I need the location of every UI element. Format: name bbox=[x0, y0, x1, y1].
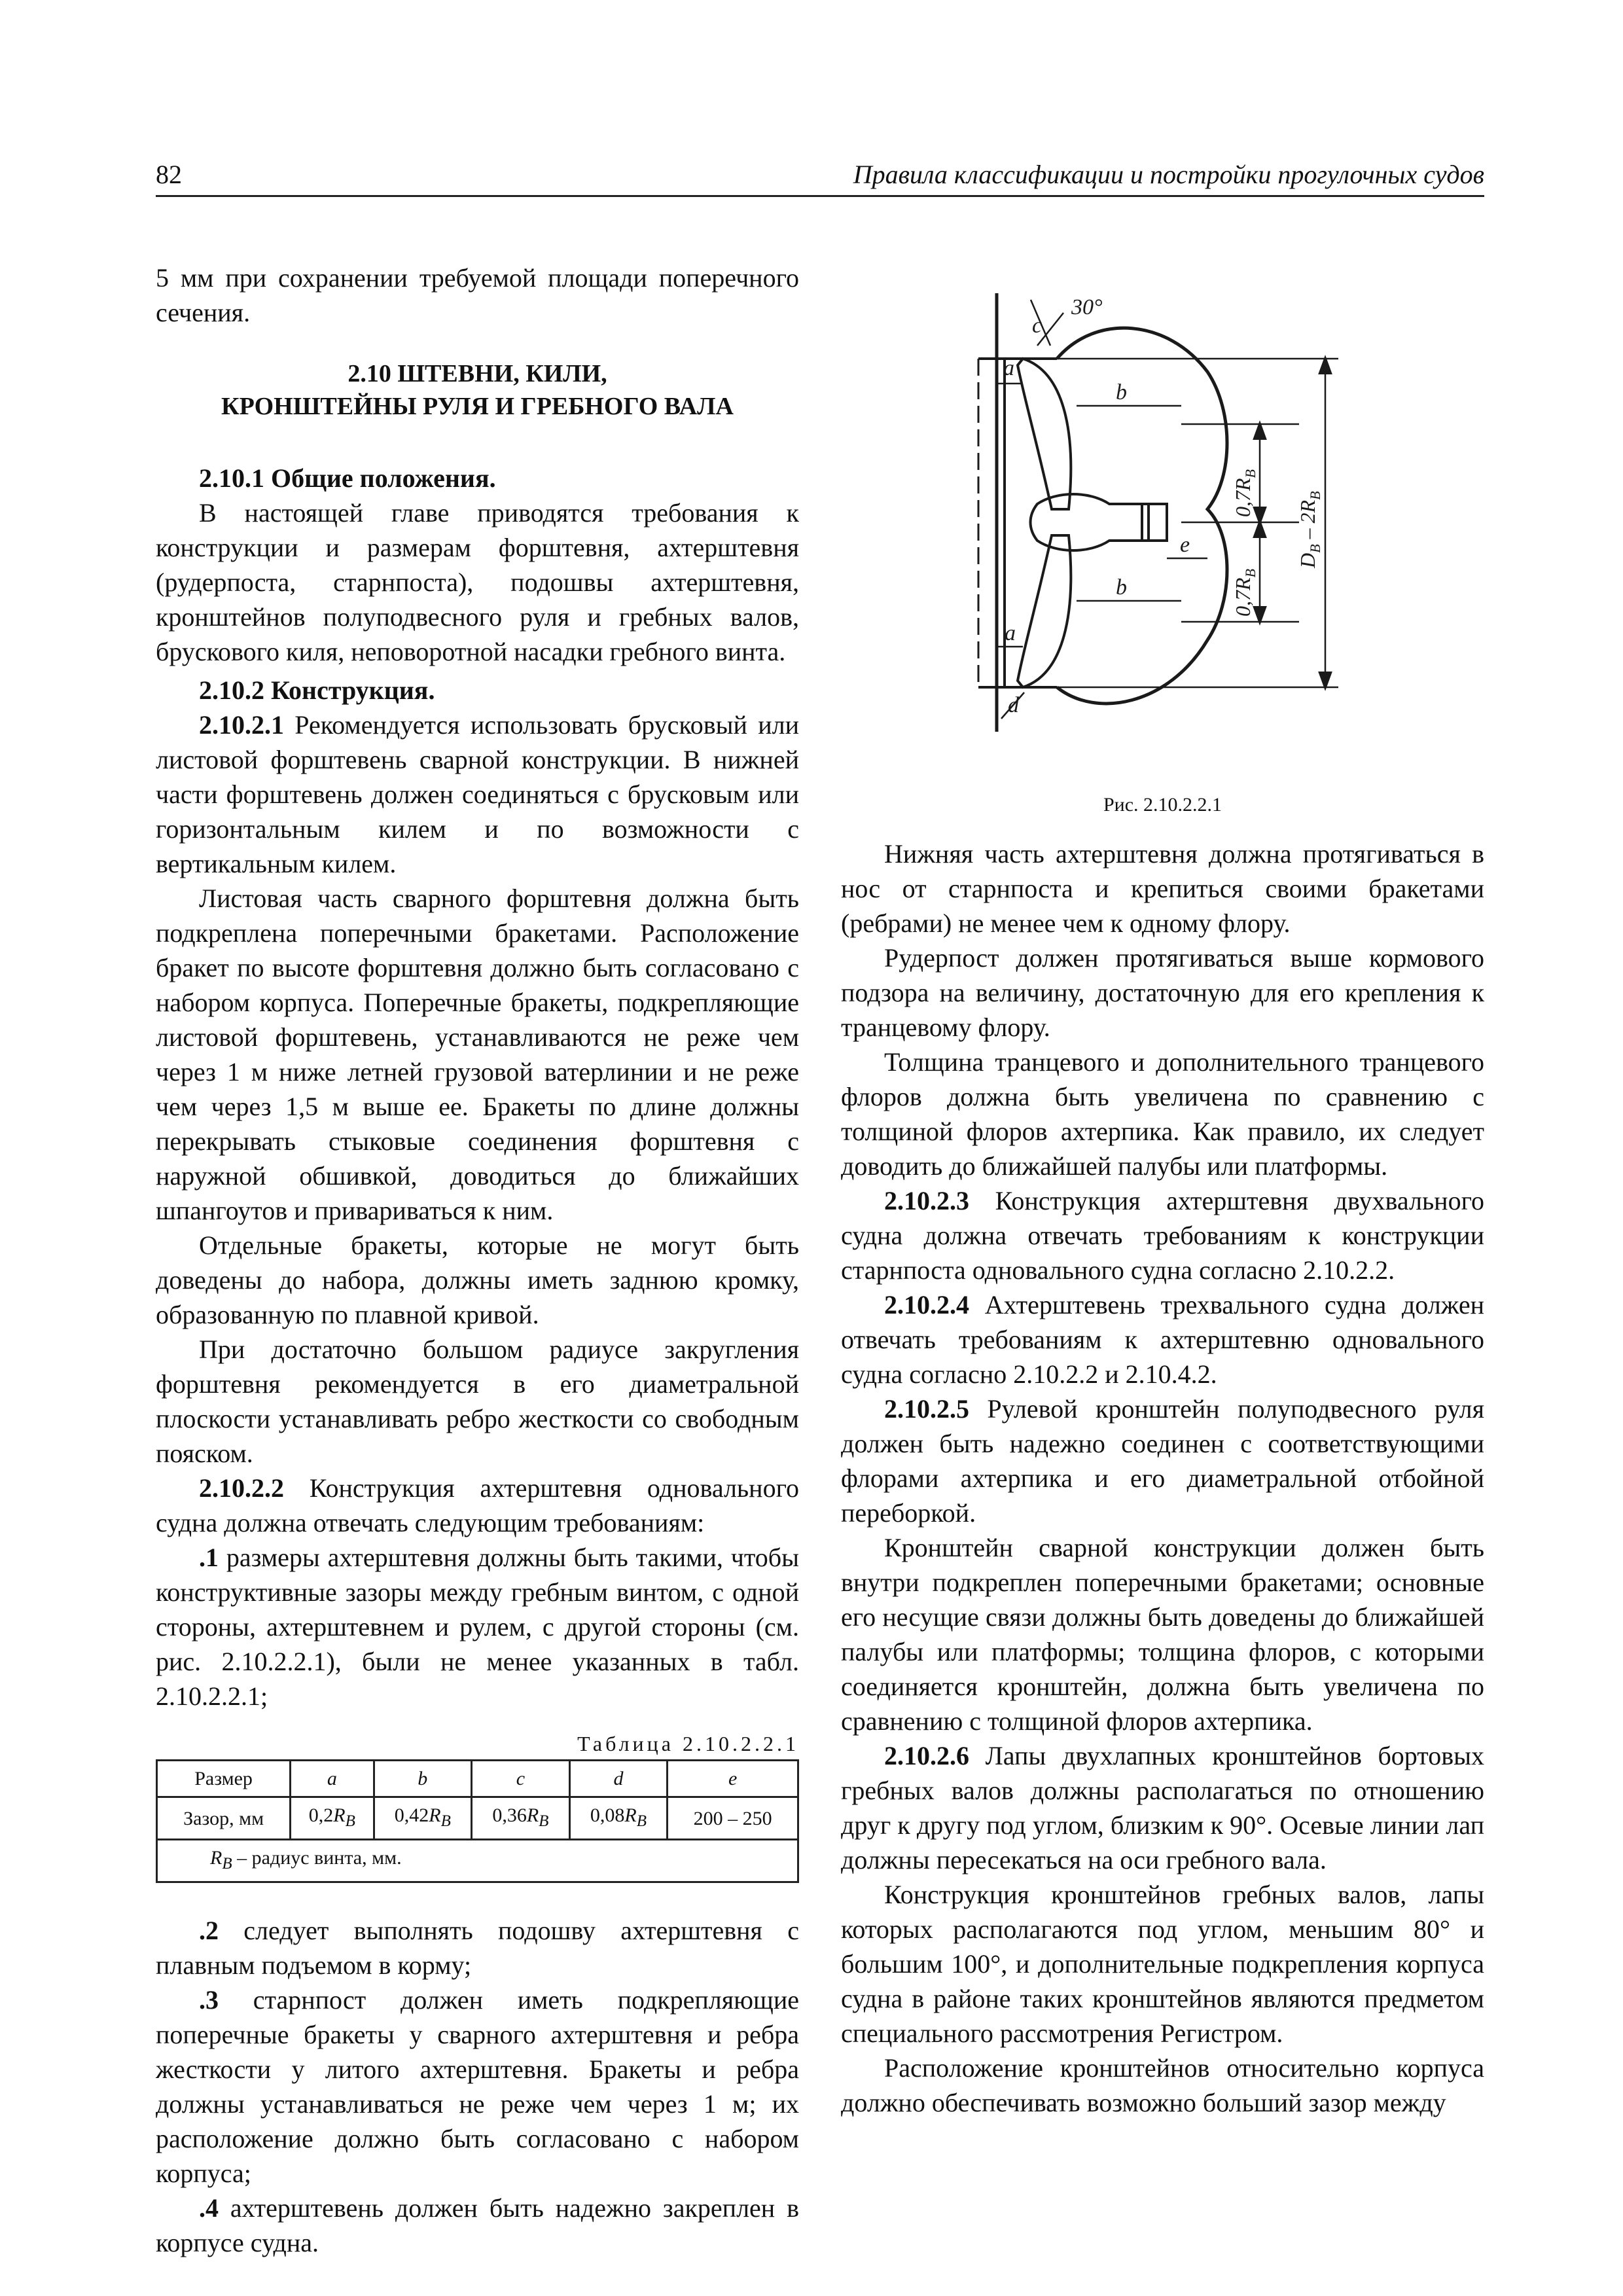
clause-number: 2.10.2.5 bbox=[884, 1394, 969, 1424]
arrow-head bbox=[1320, 673, 1330, 687]
paragraph: Кронштейн сварной конструкции должен быть внутри подкреплен поперечными бракетами; основные его несущие связи должны быть доведены до ближайшей палубы или платформы; толщина флоров, с которыми соединяется кронштейн, должна быть увеличена по сравнению с толщиной флоров ахтерпика. bbox=[841, 1533, 1484, 1736]
propeller-blade-lower bbox=[1018, 535, 1071, 687]
propeller-hub bbox=[1031, 494, 1149, 550]
svg-text:DB – 2RB: $D_B - 2R_B$ bbox=[1296, 491, 1323, 568]
svg-text:0,7RB: $0,7R_B$ bbox=[1231, 569, 1258, 617]
item-number: .4 bbox=[199, 2193, 219, 2223]
label-diameter bbox=[1296, 491, 1323, 569]
paragraph: В настоящей главе приводятся требования к конструкции и размерам форштевня, ахтерштевня (рудерпоста, старнпоста), подошвы ахтерштевня, кронштейнов полуподвесного руля и гребных валов, брускового киля, неповоротной насадки гребного винта. bbox=[156, 498, 799, 666]
table-header: e bbox=[668, 1761, 798, 1797]
left-column bbox=[156, 260, 799, 2260]
table-label: Таблица 2.10.2.2.1 bbox=[577, 1732, 799, 1755]
item-number: .1 bbox=[199, 1543, 219, 1572]
paragraph: Нижняя часть ахтерштевня должна протягиваться в нос от старнпоста и крепиться своими бракетами (ребрами) не менее чем к одному флору. bbox=[841, 839, 1484, 938]
subsection-heading: 2.10.2 Конструкция. bbox=[199, 675, 435, 705]
table-cell: $0,2R_B$ bbox=[291, 1797, 374, 1840]
paragraph: Расположение кронштейнов относительно корпуса должно обеспечивать возможно больший зазор между bbox=[841, 2053, 1484, 2117]
paragraph: 2.10.2.4 Ахтерштевень трехвального судна должен отвечать требованиям к ахтерштевню одновального судна согласно 2.10.2.2 и 2.10.4.2. bbox=[841, 1290, 1485, 1389]
label-a: a bbox=[1005, 621, 1016, 645]
table-header-row bbox=[157, 1761, 798, 1797]
clause-number: 2.10.2.1 bbox=[199, 710, 284, 740]
arrow-head bbox=[1255, 424, 1265, 439]
label-c: c bbox=[1032, 314, 1043, 338]
right-column bbox=[841, 260, 1484, 2120]
paragraph: 2.10.2.1 Рекомендуется использовать брусковый или листовой форштевень сварной конструкции. В нижней части форштевень должен соединяться с брусковым или горизонтальным килем и по возможности с вертикальным килем. bbox=[156, 710, 799, 878]
section-title-line-2: КРОНШТЕЙНЫ РУЛЯ И ГРЕБНОГО ВАЛА bbox=[221, 393, 734, 420]
paragraph: 2.10.2.3 Конструкция ахтерштевня двухвального судна должна отвечать требованиям к конструкции старнпоста одновального судна согласно 2.10.2.2. bbox=[841, 1186, 1485, 1285]
table-cell: 200 – 250 bbox=[668, 1797, 798, 1840]
table-header: c bbox=[472, 1761, 570, 1797]
table-header: a bbox=[291, 1761, 374, 1797]
paragraph: 2.10.2.5 Рулевой кронштейн полуподвесного руля должен быть надежно соединен с соответствующими флорами ахтерпика и его диаметральной отбойной переборкой. bbox=[841, 1394, 1485, 1528]
shaft-boss bbox=[1142, 504, 1167, 541]
section-title bbox=[156, 357, 799, 423]
table-note: $R_B$ – радиус винта, мм. bbox=[157, 1840, 798, 1882]
table-header: d bbox=[569, 1761, 668, 1797]
clearance-table bbox=[156, 1759, 799, 1883]
propeller-blade-upper bbox=[1018, 359, 1071, 509]
label-a: a bbox=[1003, 356, 1014, 380]
arrow-head bbox=[1255, 607, 1265, 622]
page-header bbox=[156, 156, 1484, 197]
label-lower-radius bbox=[1231, 569, 1258, 617]
paragraph: Рудерпост должен протягиваться выше кормового подзора на величину, достаточную для его крепления к транцевому флору. bbox=[841, 943, 1484, 1042]
arrow-head bbox=[1255, 522, 1265, 537]
label-d: d bbox=[1008, 693, 1019, 717]
table-cell: $0,08R_B$ bbox=[569, 1797, 668, 1840]
label-e: e bbox=[1180, 533, 1190, 557]
list-item: .3 старнпост должен иметь подкрепляющие поперечные бракеты у сварного ахтерштевня и ребра жесткости у литого ахтерштевня. Бракеты и ребра должны устанавливаться не реже чем через 1 м; их расположение должно быть согласовано с набором корпуса; bbox=[156, 1985, 800, 2188]
list-item: .1 размеры ахтерштевня должны быть такими, чтобы конструктивные зазоры между гребным винтом, с одной стороны, ахтерштевнем и рулем, с другой стороны (см. рис. 2.10.2.2.1), были не менее указанных в табл. 2.10.2.2.1; bbox=[156, 1543, 799, 1711]
paragraph: Конструкция кронштейнов гребных валов, лапы которых располагаются под углом, меньшим 80° и большим 100°, и дополнительные подкрепления корпуса судна в районе таких кронштейнов являются предметом специального рассмотрения Регистром. bbox=[841, 1880, 1484, 2048]
clause-number: 2.10.2.4 bbox=[884, 1290, 969, 1319]
figure-caption: Рис. 2.10.2.2.1 bbox=[1103, 794, 1222, 816]
paragraph: 5 мм при сохранении требуемой площади поперечного сечения. bbox=[156, 263, 799, 327]
propeller-clearance-diagram bbox=[841, 260, 1484, 784]
paragraph: При достаточно большом радиусе закругления форштевня рекомендуется в его диаметральной плоскости устанавливать ребро жесткости со свободным пояском. bbox=[156, 1335, 799, 1468]
paragraph: Отдельные бракеты, которые не могут быть доведены до набора, должны иметь заднюю кромку, образованную по плавной кривой. bbox=[156, 1230, 799, 1329]
table-note-row bbox=[157, 1840, 798, 1882]
label-angle: 30° bbox=[1071, 295, 1103, 319]
page-number: 82 bbox=[156, 160, 182, 189]
subsection-heading: 2.10.1 Общие положения. bbox=[199, 463, 496, 493]
label-upper-radius bbox=[1231, 469, 1258, 517]
table-header: Размер bbox=[157, 1761, 291, 1797]
item-number: .2 bbox=[199, 1916, 219, 1945]
clause-number: 2.10.2.3 bbox=[884, 1186, 969, 1215]
table-cell: $0,42R_B$ bbox=[374, 1797, 472, 1840]
section-title-line-1: 2.10 ШТЕВНИ, КИЛИ, bbox=[348, 360, 607, 387]
table-cell: Зазор, мм bbox=[157, 1797, 291, 1840]
label-b: b bbox=[1116, 380, 1127, 404]
clause-number: 2.10.2.6 bbox=[884, 1741, 969, 1770]
running-title: Правила классификации и постройки прогулочных судов bbox=[853, 160, 1484, 189]
item-number: .3 bbox=[199, 1985, 219, 2015]
svg-text:0,7RB: $0,7R_B$ bbox=[1231, 469, 1258, 517]
paragraph: Листовая часть сварного форштевня должна быть подкреплена поперечными бракетами. Расположение бракет по высоте форштевня должно быть согласовано с набором корпуса. Поперечные бракеты, подкрепляющие листовой форштевень, устанавливаются не реже чем через 1 м ниже летней грузовой ватерлинии и не реже чем через 1,5 м выше ее. Бракеты по длине должны перекрывать стыковые соединения форштевня с наружной обшивкой, доводиться до ближайших шпангоутов и привариваться к ним. bbox=[156, 884, 799, 1225]
list-item: .2 следует выполнять подошву ахтерштевня с плавным подъемом в корму; bbox=[156, 1916, 799, 1980]
clause-number: 2.10.2.2 bbox=[199, 1473, 284, 1503]
table-header: b bbox=[374, 1761, 472, 1797]
table-row bbox=[157, 1797, 798, 1840]
paragraph: Толщина транцевого и дополнительного транцевого флоров должна быть увеличена по сравнению с толщиной флоров ахтерпика. Как правило, их следует доводить до ближайшей палубы или платформы. bbox=[841, 1047, 1484, 1181]
table-cell: $0,36R_B$ bbox=[472, 1797, 570, 1840]
arrow-head bbox=[1320, 359, 1330, 373]
paragraph: 2.10.2.2 Конструкция ахтерштевня одновального судна должна отвечать следующим требованиям: bbox=[156, 1473, 799, 1537]
list-item: .4 ахтерштевень должен быть надежно закреплен в корпусе судна. bbox=[156, 2193, 799, 2257]
propeller-clearance-figure bbox=[841, 260, 1484, 836]
paragraph: 2.10.2.6 Лапы двухлапных кронштейнов бортовых гребных валов должны располагаться по отношению друг к другу под углом, близким к 90°. Осевые линии лап должны пересекаться на оси гребного вала. bbox=[841, 1741, 1484, 1874]
label-b: b bbox=[1116, 575, 1127, 600]
